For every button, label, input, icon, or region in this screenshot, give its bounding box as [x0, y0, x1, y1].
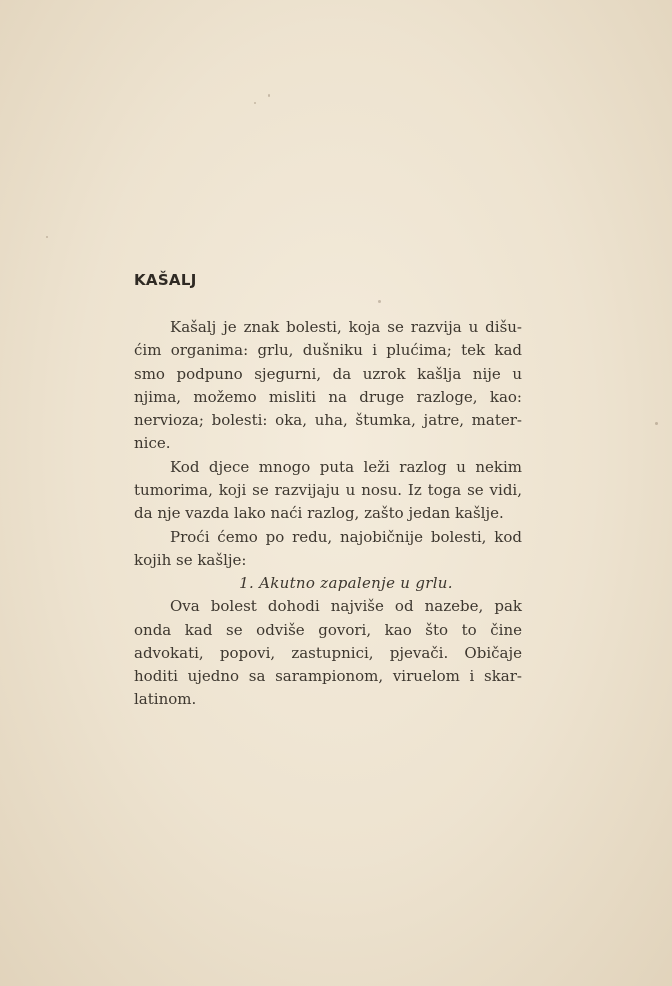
- paragraph-4: Ova bolest dohodi najviše od nazebe, pak onda kad se odviše govori, kao što to čine advokati, popovi, zastupnici, pjevači. Običaje hoditi ujedno sa sarampionom, viruelom i skar-latinom.: [134, 597, 522, 709]
- paragraph-1: Kašalj je znak bolesti, koja se razvija u dišu-ćim organima: grlu, dušniku i plućima; tek kad smo podpuno sjegurni, da uzrok kašlja nije u njima, možemo misliti na druge razloge, kao: nervioza; bolesti: oka, uha, štumka, jatre, mater-nice.: [134, 318, 522, 453]
- paper-speck: [46, 236, 48, 238]
- paragraph-2: Kod djece mnogo puta leži razlog u nekim tumorima, koji se razvijaju u nosu. Iz toga se vidi, da nje vazda lako naći razlog, zašto jedan kašlje.: [134, 457, 522, 523]
- body-text: [134, 316, 522, 712]
- paper-speck: [378, 300, 381, 303]
- section-subheading: 1. Akutno zapalenje u grlu.: [239, 574, 453, 593]
- chapter-heading: KAŠALJ: [134, 271, 197, 289]
- paper-speck: [655, 422, 658, 425]
- paper-speck: [254, 102, 256, 104]
- paper-speck: [268, 94, 270, 97]
- paragraph-3: Proći ćemo po redu, najobičnije bolesti, kod kojih se kašlje:: [134, 527, 522, 569]
